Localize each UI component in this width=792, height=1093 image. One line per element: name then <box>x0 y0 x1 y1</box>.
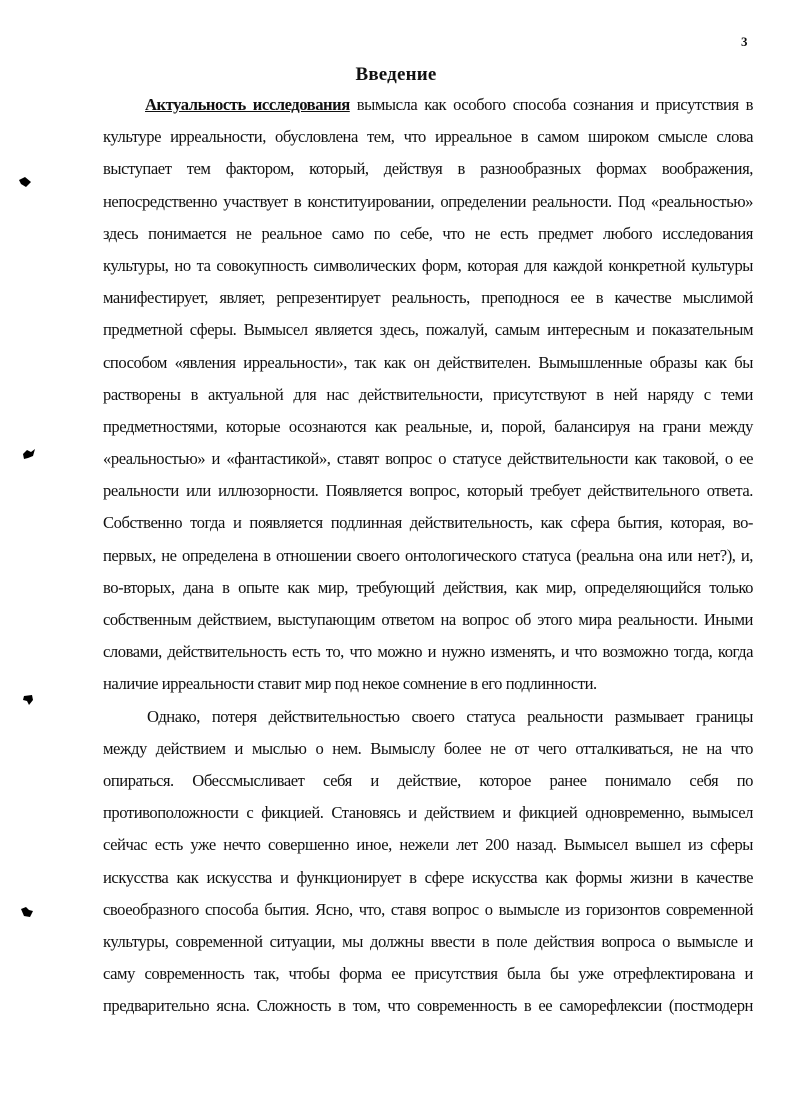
text-line: растворены в актуальной для нас действительности, присутствуют в ней наряду с теми <box>103 384 753 404</box>
text-line: непосредственно участвует в конституировании, определении реальности. Под «реальностью» <box>103 191 753 211</box>
scan-mark-1 <box>18 176 32 188</box>
text-line: наличие ирреальности ставит мир под некое сомнение в его подлинности. <box>103 674 597 694</box>
text-line: культуры, но та совокупность символических форм, которая для каждой конкретной культуры <box>103 255 753 275</box>
text-line: предметностями, которые осознаются как реальные, и, порой, балансируя на грани между <box>103 416 753 436</box>
text-line: во-вторых, дана в опыте как мир, требующий действия, как мир, определяющийся только <box>103 577 753 597</box>
text-line: здесь понимается не реальное само по себе, что не есть предмет любого исследования <box>103 223 753 243</box>
page-number: 3 <box>741 34 748 49</box>
text-line: предметной сферы. Вымысел является здесь, пожалуй, самым интересным и показательным <box>103 320 753 340</box>
paragraph-1 <box>103 89 753 701</box>
line-1-rest: вымысла как особого способа сознания и присутствия в <box>349 95 753 114</box>
paragraph-2 <box>103 701 753 1023</box>
text-line: противоположности с фикцией. Становясь и действием и фикцией одновременно, вымысел <box>103 803 753 823</box>
text-line: «реальностью» и «фантастикой», ставят вопрос о статусе действительности как таковой, о ее <box>103 449 753 469</box>
scan-mark-2 <box>22 448 36 460</box>
line-1 <box>103 89 753 121</box>
text-line: выступает тем фактором, который, действуя в разнообразных формах воображения, <box>103 159 753 179</box>
scan-mark-4 <box>20 906 34 918</box>
text-line: Однако, потеря действительностью своего статуса реальности размывает границы <box>147 706 753 726</box>
text-line: сейчас есть уже нечто совершенно иное, нежели лет 200 назад. Вымысел вышел из сферы <box>103 835 753 855</box>
text-line: опираться. Обессмысливает себя и действие, которое ранее понимало себя по <box>103 770 753 790</box>
text-line: культуре ирреальности, обусловлена тем, что ирреальное в самом широком смысле слова <box>103 127 753 147</box>
text-line: между действием и мыслью о нем. Вымыслу более не от чего отталкиваться, не на что <box>103 738 753 758</box>
text-line: манифестирует, являет, репрезентирует реальность, преподнося ее в качестве мыслимой <box>103 288 753 308</box>
text-line: словами, действительность есть то, что можно и нужно изменять, и что возможно тогда, когда <box>103 642 753 662</box>
text-line: своеобразного способа бытия. Ясно, что, ставя вопрос о вымысле из горизонтов современной <box>103 899 753 919</box>
scan-mark-3 <box>22 694 34 706</box>
text-line: первых, не определена в отношении своего онтологического статуса (реальна она или нет?), и, <box>103 545 753 565</box>
text-line: Собственно тогда и появляется подлинная действительность, как сфера бытия, которая, во- <box>103 513 753 533</box>
document-body <box>103 89 753 1022</box>
text-line: реальности или иллюзорности. Появляется вопрос, который требует действительного ответа. <box>103 481 753 501</box>
text-line: культуры, современной ситуации, мы должны ввести в поле действия вопроса о вымысле и <box>103 931 753 951</box>
text-line: способом «явления ирреальности», так как он действителен. Вымышленные образы как бы <box>103 352 753 372</box>
text-line: предварительно ясна. Сложность в том, что современность в ее саморефлексии (постмодерн <box>103 996 753 1016</box>
page-title: Введение <box>355 64 437 85</box>
text-line: искусства как искусства и функционирует в сфере искусства как формы жизни в качестве <box>103 867 753 887</box>
text-line: саму современность так, чтобы форма ее присутствия была бы уже отрефлектирована и <box>103 964 753 984</box>
lead-phrase: Актуальность исследования <box>145 95 350 114</box>
text-line: собственным действием, выступающим ответом на вопрос об этого мира реальности. Иными <box>103 610 753 629</box>
